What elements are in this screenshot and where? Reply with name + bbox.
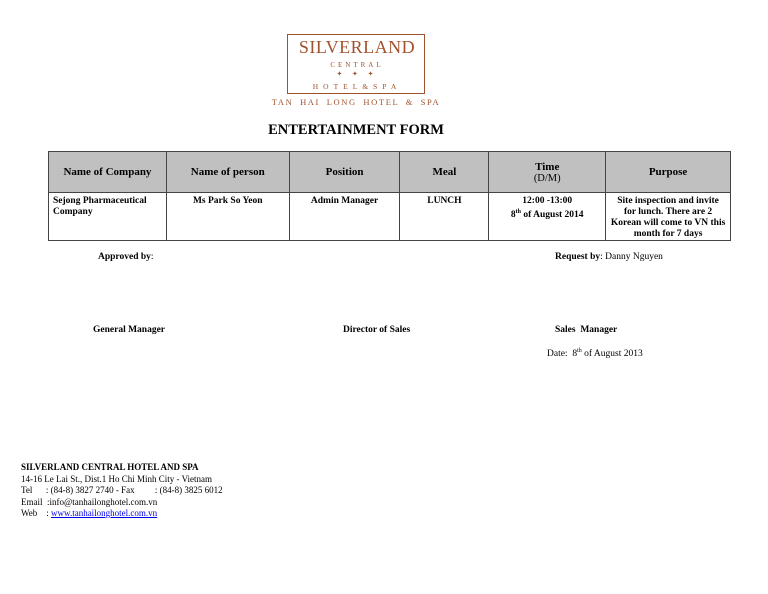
hotel-footer xyxy=(21,462,223,520)
hotel-logo xyxy=(287,34,425,94)
header-time xyxy=(489,152,606,193)
header-time-sub: (D/M) xyxy=(533,172,561,184)
logo-central: CENTRAL xyxy=(330,61,384,69)
date-line-rest: of August 2013 xyxy=(581,349,643,360)
entertainment-table xyxy=(48,151,731,241)
cell-time xyxy=(489,193,606,241)
footer-tel: Tel : (84-8) 3827 2740 - Fax : (84-8) 3825 6012 xyxy=(21,485,223,495)
cell-person: Ms Park So Yeon xyxy=(166,193,289,241)
cell-time-range: 12:00 -13:00 xyxy=(522,196,573,206)
approved-by xyxy=(98,252,154,262)
logo-hotel-spa: HOTEL&SPA xyxy=(312,82,402,91)
cell-position: Admin Manager xyxy=(289,193,400,241)
date-suffix: th xyxy=(515,209,521,215)
cell-company: Sejong Pharmaceutical Company xyxy=(49,193,167,241)
header-company: Name of Company xyxy=(49,152,167,193)
request-label: Request by xyxy=(555,252,601,262)
header-time-label: Time xyxy=(535,160,560,173)
signature-director-of-sales: Director of Sales xyxy=(343,325,411,335)
date-rest: of August 2014 xyxy=(521,210,584,221)
date-line-suffix: th xyxy=(577,348,582,354)
header-person: Name of person xyxy=(166,152,289,193)
cell-purpose: Site inspection and invite for lunch. There are 2 Korean will come to VN this month for 7 days xyxy=(606,193,731,241)
request-value: : Danny Nguyen xyxy=(600,252,663,262)
approved-label: Approved by xyxy=(98,252,151,262)
signature-general-manager: General Manager xyxy=(93,325,166,335)
form-title: ENTERTAINMENT FORM xyxy=(268,122,444,138)
request-by xyxy=(555,252,663,262)
logo-stars: ✦ ✦ ✦ xyxy=(336,70,378,78)
footer-email: Email :info@tanhailonghotel.com.vn xyxy=(21,496,158,507)
table-header-row xyxy=(49,152,731,193)
signature-sales-manager: Sales Manager xyxy=(555,325,618,335)
logo-name: SILVERLAND xyxy=(298,37,416,57)
table-row xyxy=(49,193,731,241)
footer-address: 14-16 Le Lai St., Dist.1 Ho Chi Minh City - Vietnam xyxy=(21,473,213,484)
header-purpose: Purpose xyxy=(606,152,731,193)
footer-hotel-name: SILVERLAND CENTRAL HOTEL AND SPA xyxy=(21,462,199,472)
approved-sep: : xyxy=(150,252,154,262)
header-position: Position xyxy=(289,152,400,193)
date-line xyxy=(547,348,643,359)
header-meal: Meal xyxy=(400,152,489,193)
footer-web-label: Web : xyxy=(21,508,52,518)
logo-subtitle: TAN HAI LONG HOTEL & SPA xyxy=(271,97,441,107)
cell-time-date xyxy=(493,207,601,221)
footer-web xyxy=(21,508,223,520)
cell-meal: LUNCH xyxy=(400,193,489,241)
date-day: 8 xyxy=(510,210,516,221)
date-prefix: Date: 8 xyxy=(547,349,578,360)
footer-web-link[interactable]: www.tanhailonghotel.com.vn xyxy=(51,508,158,518)
